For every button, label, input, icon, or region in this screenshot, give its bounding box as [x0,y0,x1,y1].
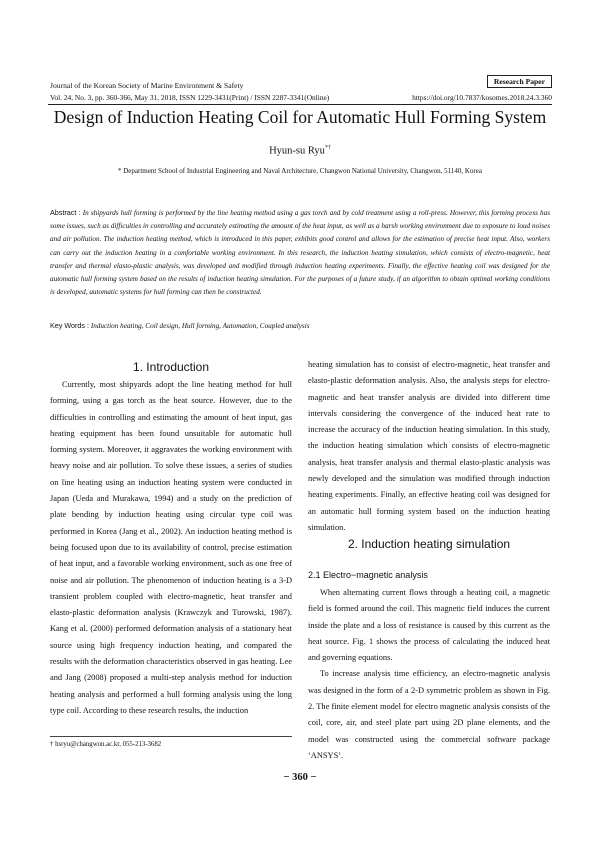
author-name: Hyun-su Ryu [269,145,325,157]
article-type-badge: Research Paper [487,75,552,88]
subsection-heading-electromagnetic: 2.1 Electro−magnetic analysis [308,570,428,580]
footnote-rule [50,736,292,737]
abstract-text: In shipyards hull forming is performed by the line heating method using a gas torch and by cold treatment using a roll-press. However, this forming process has some issues, such as difficulties in controlling and accurately estimating the amount of the heat input, as well as a harsh working environment due to exposure to loud noises and air pollution. The induction heating method, which is introduced in this paper, exhibits good control and allows for the estimation of precise heat input. Also, workers can carry out the induction heating in a comfortable working environment. In this research, the induction heating simulation, which consists of electro-magnetic, heat transfer and thermal elasto-plastic analysis, was developed and modified through induction heating experiments. Finally, the effective heating coil was designed for the automatic hull forming system based on the results of induction heating simulation. For the purposes of a future study, if an algorithm to obtain optimal working conditions is developed, automatic systems for hull forming can then be constructed. [50,209,550,297]
intro-column-right [308,357,550,536]
keywords-label: Key Words : [50,321,90,330]
header-rule [48,104,552,105]
simulation-paragraph-2: To increase analysis time efficiency, an electro-magnetic analysis was designed in the form of a 2-D symmetric problem as shown in Fig. 2. The finite element model for electro magnetic analysis consists of the coil, core, air, and steel plate part using 2D plane elements, and the model was constructed using the commercial software package ‘ANSYS’. [308,669,550,760]
keywords [50,321,550,330]
keywords-text: Induction heating, Coil design, Hull forming, Automation, Coupled analysis [90,322,310,330]
simulation-paragraph-1: When alternating current flows through a heating coil, a magnetic field is formed around the coil. This magnetic field induces the current inside the plate and a loss of resistance is caused by this current as the heat source. Fig. 1 shows the process of calculating the induced heat and governing equations. [308,588,550,663]
section-heading-introduction: 1. Introduction [132,360,210,374]
affiliation: * Department School of Industrial Engineering and Naval Architecture, Changwon National University, Changwon, 51140, Korea [118,167,482,175]
abstract-label: Abstract : [50,208,81,217]
intro-column-left [50,377,292,719]
volume-info: Vol. 24, No. 3, pp. 360-366, May 31, 2018, ISSN 1229-3431(Print) / ISSN 2287-3341(Online) [50,93,330,102]
doi-link[interactable]: https://doi.org/10.7837/kosomes.2018.24.3.360 [412,93,552,102]
author-line [0,145,600,157]
page-number: − 360 − [283,772,317,783]
journal-name: Journal of the Korean Society of Marine Environment & Safety [50,81,244,90]
simulation-column [308,585,550,764]
intro-paragraph-2: heating simulation has to consist of electro-magnetic, heat transfer and elasto-plastic deformation analysis. Also, the analysis steps for electro-magnetic and heat transfer analysis are divided into different time intervals considering the convergence of the induced heat rate to increase the accuracy of the induction heating simulation. In this study, the induction heating simulation which consists of electro-magnetic analysis, heat transfer analysis and thermal elasto-plastic analysis was newly developed and the simulation was modified through induction heating experiments. Finally, an effective heating coil was designed for an automatic hull forming system based on the induction heating simulation. [308,360,550,532]
intro-paragraph-1: Currently, most shipyards adopt the line heating method for hull forming, using a gas torch as the heat source. However, due to the difficulties in controlling and estimating the amount of heat input, gas heating equipment has been found unsuitable for automatic hull forming system. Moreover, it aggravates the working environment with heavy noise and air pollution. To solve these issues, a series of studies on line heating using an induction heating system were conducted in Japan (Ueda and Murakawa, 1994) and a study on the prediction of plate bending by induction heating using circular type coil was performed in Korea (Jang et al., 2002). An induction heating method is being focused upon due to its availability of control, precise estimation of heat input, and a favorable working environment, such as one free of noise and air pollution. The phenomenon of induction heating is a 3-D transient problem coupled with electro-magnetic, heat transfer and elasto-plastic deformation analysis (Krawczyk and Turowski, 1987). Kang et al. (2000) performed deformation analysis of a stationary heat source using high frequency induction heating, and compared the results with the deformation characteristics observed in gas heating. Lee and Jang (2008) proposed a multi-step analysis method for induction heating analysis and performed a hull forming analysis using the long type coil. According to these research results, the induction [50,380,292,715]
author-mark: *† [324,145,331,151]
abstract [50,206,550,299]
section-heading-simulation: 2. Induction heating simulation [347,537,511,551]
footnote: † hsryu@changwon.ac.kr, 055-213-3682 [50,741,162,748]
paper-title: Design of Induction Heating Coil for Automatic Hull Forming System [53,107,547,127]
